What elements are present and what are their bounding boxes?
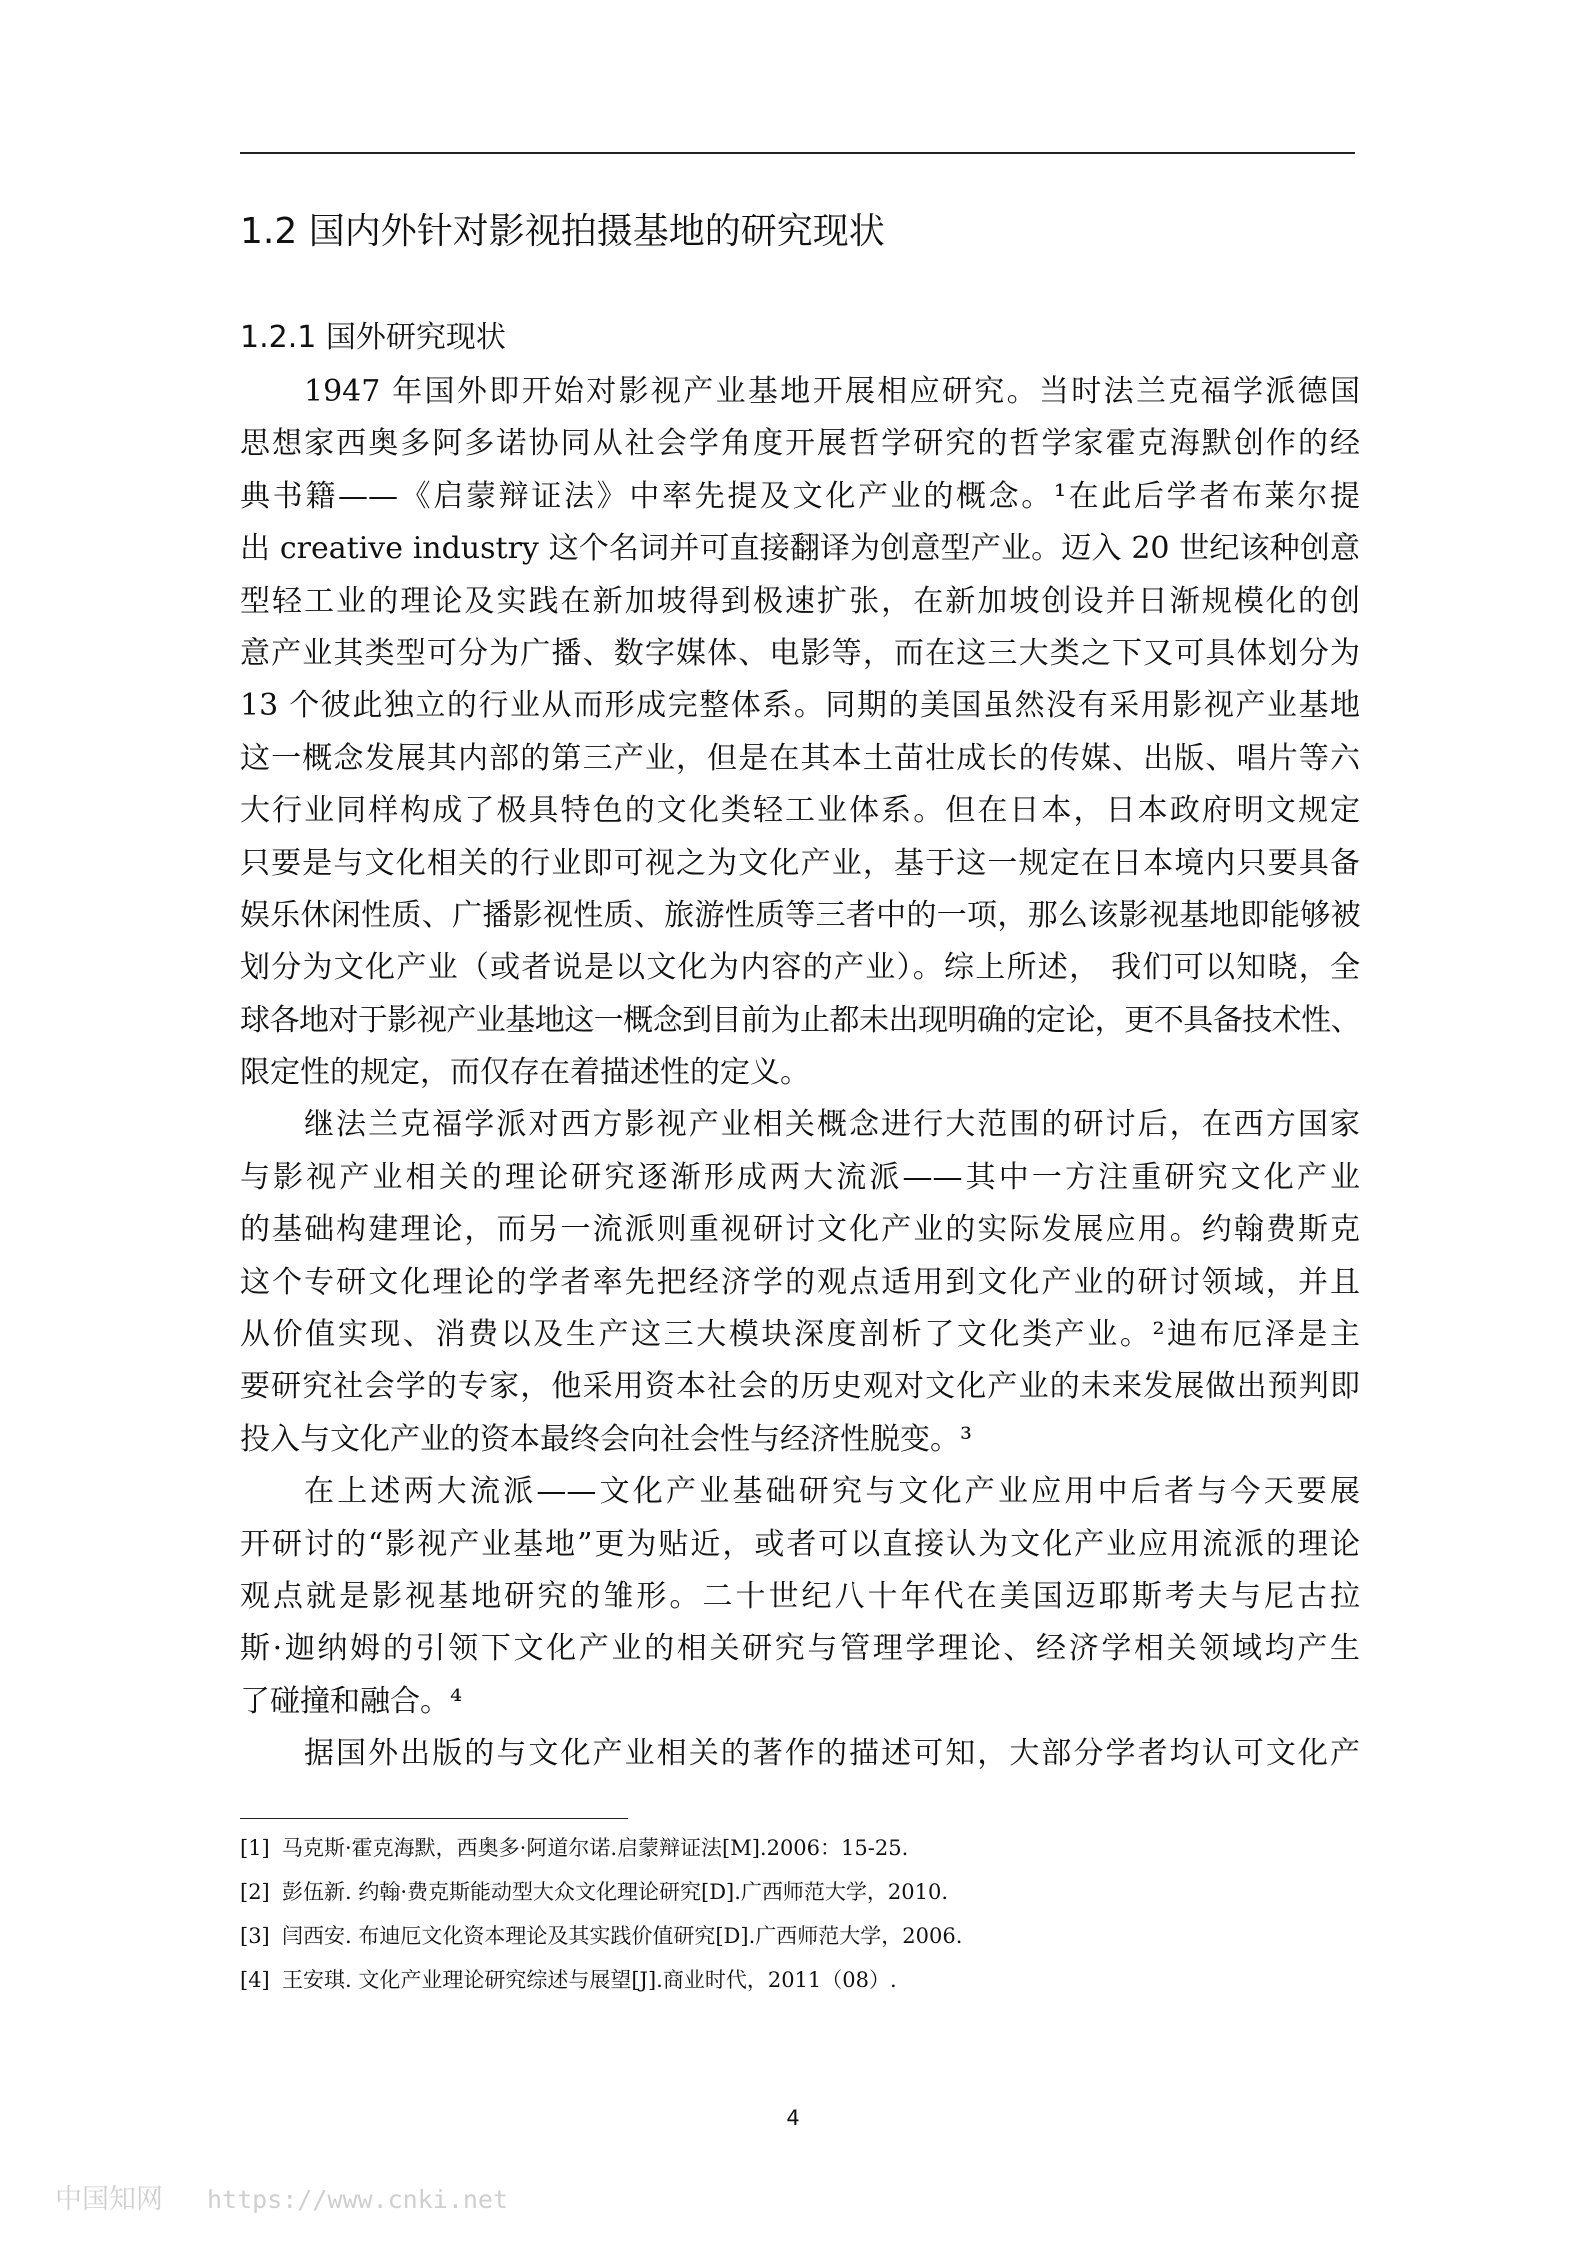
text-line: 这一概念发展其内部的第三产业，但是在其本土苗壮成长的传媒、出版、唱片等六 bbox=[240, 740, 1360, 776]
footnote bbox=[240, 1914, 962, 1958]
footnote-rule bbox=[240, 1818, 628, 1819]
footnote-number: [3] bbox=[240, 1924, 270, 1948]
footnote-number: [4] bbox=[240, 1968, 270, 1992]
text-line: 斯·迦纳姆的引领下文化产业的相关研究与管理学理论、经济学相关领域均产生 bbox=[240, 1631, 1360, 1667]
text-line: 球各地对于影视产业基地这一概念到目前为止都未出现明确的定论，更不具备技术性、 bbox=[240, 1002, 1360, 1038]
footnote-text: 马克斯·霍克海默，西奥多·阿道尔诺.启蒙辩证法[M].2006：15-25. bbox=[282, 1836, 909, 1860]
text-line: 型轻工业的理论及实践在新加坡得到极速扩张，在新加坡创设并日渐规模化的创 bbox=[240, 583, 1360, 619]
text-line: 1947 年国外即开始对影视产业基地开展相应研究。当时法兰克福学派德国 bbox=[304, 374, 1360, 409]
footnote-text: 闫西安. 布迪厄文化资本理论及其实践价值研究[D].广西师范大学，2006. bbox=[282, 1924, 963, 1948]
text-line: 出 creative industry 这个名词并可直接翻译为创意型产业。迈入 20 世纪该种创意 bbox=[240, 531, 1360, 567]
page-number: 4 bbox=[786, 2106, 800, 2130]
text-line: 与影视产业相关的理论研究逐渐形成两大流派——其中一方注重研究文化产业 bbox=[240, 1159, 1360, 1195]
footnote-number: [1] bbox=[240, 1836, 270, 1860]
text-line: 限定性的规定，而仅存在着描述性的定义。 bbox=[240, 1055, 810, 1091]
text-line: 的基础构建理论，而另一流派则重视研讨文化产业的实际发展应用。约翰费斯克 bbox=[240, 1212, 1360, 1248]
footnote bbox=[240, 1826, 962, 1870]
footnote-text: 彭伍新. 约翰·费克斯能动型大众文化理论研究[D].广西师范大学，2010. bbox=[282, 1880, 949, 1904]
text-line: 划分为文化产业（或者说是以文化为内容的产业）。综上所述， 我们可以知晓，全 bbox=[240, 950, 1360, 986]
footnote-text: 王安琪. 文化产业理论研究综述与展望[J].商业时代，2011（08）. bbox=[282, 1968, 897, 1992]
subsection-heading: 1.2.1 国外研究现状 bbox=[240, 320, 506, 355]
footnote bbox=[240, 1958, 962, 2002]
text-line: 思想家西奥多阿多诺协同从社会学角度开展哲学研究的哲学家霍克海默创作的经 bbox=[240, 426, 1360, 462]
text-line: 13 个彼此独立的行业从而形成完整体系。同期的美国虽然没有采用影视产业基地 bbox=[240, 688, 1360, 724]
watermark-url: https://www.cnki.net bbox=[207, 2185, 509, 2214]
text-line: 意产业其类型可分为广播、数字媒体、电影等，而在这三大类之下又可具体划分为 bbox=[240, 635, 1360, 671]
section-heading: 1.2 国内外针对影视拍摄基地的研究现状 bbox=[240, 211, 885, 252]
watermark bbox=[55, 2182, 508, 2218]
text-line: 大行业同样构成了极具特色的文化类轻工业体系。但在日本，日本政府明文规定 bbox=[240, 793, 1360, 829]
text-line: 只要是与文化相关的行业即可视之为文化产业，基于这一规定在日本境内只要具备 bbox=[240, 845, 1360, 881]
text-line: 据国外出版的与文化产业相关的著作的描述可知，大部分学者均认可文化产 bbox=[304, 1736, 1360, 1772]
text-line: 投入与文化产业的资本最终会向社会性与经济性脱变。³ bbox=[240, 1421, 973, 1457]
text-line: 继法兰克福学派对西方影视产业相关概念进行大范围的研讨后，在西方国家 bbox=[304, 1107, 1360, 1143]
footnote bbox=[240, 1870, 962, 1914]
text-line: 从价值实现、消费以及生产这三大模块深度剖析了文化类产业。²迪布厄泽是主 bbox=[240, 1317, 1360, 1353]
text-line: 观点就是影视基地研究的雏形。二十世纪八十年代在美国迈耶斯考夫与尼古拉 bbox=[240, 1578, 1360, 1614]
text-line: 了碰撞和融合。⁴ bbox=[240, 1683, 463, 1719]
text-line: 娱乐休闲性质、广播影视性质、旅游性质等三者中的一项，那么该影视基地即能够被 bbox=[240, 897, 1360, 933]
footnotes bbox=[240, 1826, 962, 2002]
body-text bbox=[240, 366, 1360, 1781]
text-line: 要研究社会学的专家，他采用资本社会的历史观对文化产业的未来发展做出预判即 bbox=[240, 1369, 1360, 1405]
text-line: 这个专研文化理论的学者率先把经济学的观点适用到文化产业的研讨领域，并且 bbox=[240, 1264, 1360, 1300]
text-line: 开研讨的“影视产业基地”更为贴近，或者可以直接认为文化产业应用流派的理论 bbox=[240, 1526, 1360, 1562]
footnote-number: [2] bbox=[240, 1880, 270, 1904]
watermark-brand: 中国知网 bbox=[55, 2184, 163, 2215]
text-line: 在上述两大流派——文化产业基础研究与文化产业应用中后者与今天要展 bbox=[304, 1474, 1360, 1510]
header-rule bbox=[240, 152, 1355, 154]
text-line: 典书籍——《启蒙辩证法》中率先提及文化产业的概念。¹在此后学者布莱尔提 bbox=[240, 478, 1360, 514]
